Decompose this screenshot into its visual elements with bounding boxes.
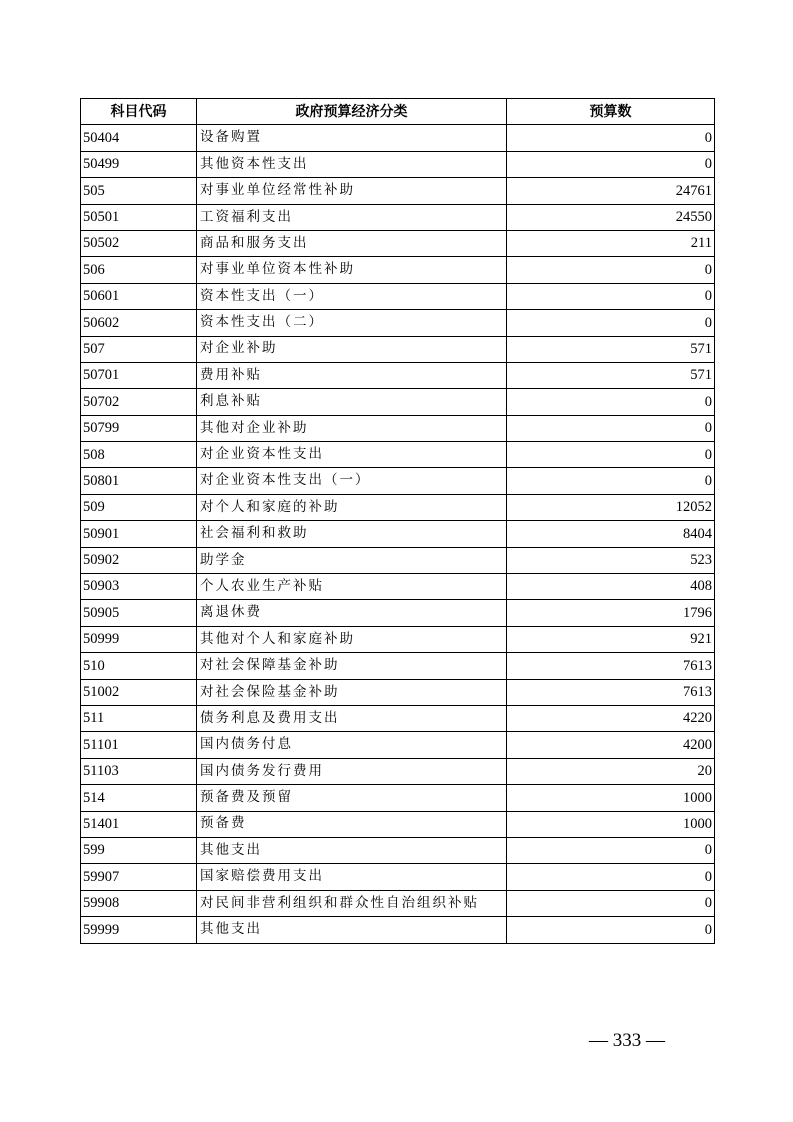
table-row (81, 257, 715, 283)
table-row (81, 494, 715, 520)
classification-name-cell: 商品和服务支出 (197, 230, 507, 256)
subject-code-cell: 50799 (81, 415, 197, 441)
table-row (81, 837, 715, 863)
subject-code-cell: 50902 (81, 547, 197, 573)
classification-name-cell: 个人农业生产补贴 (197, 574, 507, 600)
table-row (81, 679, 715, 705)
subject-code-cell: 511 (81, 705, 197, 731)
subject-code-cell: 50499 (81, 151, 197, 177)
classification-name-cell: 助学金 (197, 547, 507, 573)
table-row (81, 547, 715, 573)
budget-amount-cell: 0 (507, 864, 715, 890)
budget-amount-cell: 4200 (507, 732, 715, 758)
subject-code-cell: 50404 (81, 125, 197, 151)
classification-name-cell: 社会福利和救助 (197, 521, 507, 547)
budget-amount-cell: 523 (507, 547, 715, 573)
classification-name-cell: 对企业资本性支出 (197, 442, 507, 468)
budget-amount-cell: 1000 (507, 785, 715, 811)
header-subject-code: 科目代码 (81, 99, 197, 125)
subject-code-cell: 50999 (81, 626, 197, 652)
budget-amount-cell: 921 (507, 626, 715, 652)
budget-amount-cell: 0 (507, 468, 715, 494)
classification-name-cell: 其他支出 (197, 917, 507, 943)
subject-code-cell: 59999 (81, 917, 197, 943)
table-row (81, 521, 715, 547)
budget-amount-cell: 8404 (507, 521, 715, 547)
subject-code-cell: 509 (81, 494, 197, 520)
classification-name-cell: 债务利息及费用支出 (197, 705, 507, 731)
budget-amount-cell: 0 (507, 415, 715, 441)
classification-name-cell: 离退休费 (197, 600, 507, 626)
table-row (81, 626, 715, 652)
classification-name-cell: 设备购置 (197, 125, 507, 151)
budget-amount-cell: 571 (507, 362, 715, 388)
budget-amount-cell: 20 (507, 758, 715, 784)
table-row (81, 125, 715, 151)
subject-code-cell: 510 (81, 653, 197, 679)
budget-amount-cell: 0 (507, 257, 715, 283)
classification-name-cell: 资本性支出（二） (197, 310, 507, 336)
subject-code-cell: 50702 (81, 389, 197, 415)
budget-amount-cell: 0 (507, 442, 715, 468)
budget-amount-cell: 1000 (507, 811, 715, 837)
classification-name-cell: 资本性支出（一） (197, 283, 507, 309)
table-row (81, 389, 715, 415)
subject-code-cell: 51101 (81, 732, 197, 758)
budget-amount-cell: 211 (507, 230, 715, 256)
table-row (81, 600, 715, 626)
classification-name-cell: 对民间非营利组织和群众性自治组织补贴 (197, 890, 507, 916)
subject-code-cell: 514 (81, 785, 197, 811)
table-row (81, 230, 715, 256)
table-row (81, 362, 715, 388)
classification-name-cell: 国家赔偿费用支出 (197, 864, 507, 890)
budget-amount-cell: 408 (507, 574, 715, 600)
classification-name-cell: 利息补贴 (197, 389, 507, 415)
budget-amount-cell: 0 (507, 151, 715, 177)
classification-name-cell: 对事业单位资本性补助 (197, 257, 507, 283)
table-row (81, 310, 715, 336)
budget-amount-cell: 1796 (507, 600, 715, 626)
budget-amount-cell: 7613 (507, 679, 715, 705)
subject-code-cell: 50602 (81, 310, 197, 336)
budget-amount-cell: 7613 (507, 653, 715, 679)
subject-code-cell: 51401 (81, 811, 197, 837)
classification-name-cell: 工资福利支出 (197, 204, 507, 230)
table-row (81, 468, 715, 494)
budget-amount-cell: 24761 (507, 178, 715, 204)
classification-name-cell: 预备费及预留 (197, 785, 507, 811)
subject-code-cell: 59908 (81, 890, 197, 916)
classification-name-cell: 其他资本性支出 (197, 151, 507, 177)
subject-code-cell: 50905 (81, 600, 197, 626)
table-row (81, 732, 715, 758)
subject-code-cell: 505 (81, 178, 197, 204)
budget-amount-cell: 0 (507, 283, 715, 309)
subject-code-cell: 51002 (81, 679, 197, 705)
table-row (81, 151, 715, 177)
classification-name-cell: 对企业补助 (197, 336, 507, 362)
table-row (81, 758, 715, 784)
classification-name-cell: 对个人和家庭的补助 (197, 494, 507, 520)
subject-code-cell: 506 (81, 257, 197, 283)
budget-amount-cell: 24550 (507, 204, 715, 230)
classification-name-cell: 对企业资本性支出（一） (197, 468, 507, 494)
subject-code-cell: 59907 (81, 864, 197, 890)
table-row (81, 336, 715, 362)
table-row (81, 574, 715, 600)
subject-code-cell: 50502 (81, 230, 197, 256)
budget-amount-cell: 0 (507, 389, 715, 415)
classification-name-cell: 预备费 (197, 811, 507, 837)
table-header-row (81, 99, 715, 125)
subject-code-cell: 50801 (81, 468, 197, 494)
header-budget-amount: 预算数 (507, 99, 715, 125)
table-row (81, 917, 715, 943)
classification-name-cell: 国内债务发行费用 (197, 758, 507, 784)
budget-amount-cell: 0 (507, 837, 715, 863)
table-row (81, 864, 715, 890)
classification-name-cell: 其他对个人和家庭补助 (197, 626, 507, 652)
table-row (81, 785, 715, 811)
table-row (81, 811, 715, 837)
subject-code-cell: 51103 (81, 758, 197, 784)
budget-amount-cell: 571 (507, 336, 715, 362)
table-row (81, 653, 715, 679)
table-row (81, 442, 715, 468)
header-economic-classification: 政府预算经济分类 (197, 99, 507, 125)
subject-code-cell: 50901 (81, 521, 197, 547)
table-row (81, 178, 715, 204)
budget-amount-cell: 0 (507, 310, 715, 336)
subject-code-cell: 50601 (81, 283, 197, 309)
table-body (81, 125, 715, 943)
subject-code-cell: 507 (81, 336, 197, 362)
page-number: — 333 — (589, 1030, 665, 1051)
classification-name-cell: 对事业单位经常性补助 (197, 178, 507, 204)
budget-amount-cell: 0 (507, 917, 715, 943)
subject-code-cell: 50903 (81, 574, 197, 600)
table-row (81, 705, 715, 731)
table-row (81, 204, 715, 230)
subject-code-cell: 50701 (81, 362, 197, 388)
classification-name-cell: 其他支出 (197, 837, 507, 863)
subject-code-cell: 599 (81, 837, 197, 863)
classification-name-cell: 费用补贴 (197, 362, 507, 388)
budget-table (80, 98, 715, 944)
budget-amount-cell: 4220 (507, 705, 715, 731)
budget-amount-cell: 0 (507, 125, 715, 151)
classification-name-cell: 对社会保险基金补助 (197, 679, 507, 705)
classification-name-cell: 对社会保障基金补助 (197, 653, 507, 679)
budget-amount-cell: 0 (507, 890, 715, 916)
budget-amount-cell: 12052 (507, 494, 715, 520)
table-row (81, 283, 715, 309)
subject-code-cell: 508 (81, 442, 197, 468)
table-row (81, 415, 715, 441)
table-row (81, 890, 715, 916)
subject-code-cell: 50501 (81, 204, 197, 230)
classification-name-cell: 其他对企业补助 (197, 415, 507, 441)
classification-name-cell: 国内债务付息 (197, 732, 507, 758)
